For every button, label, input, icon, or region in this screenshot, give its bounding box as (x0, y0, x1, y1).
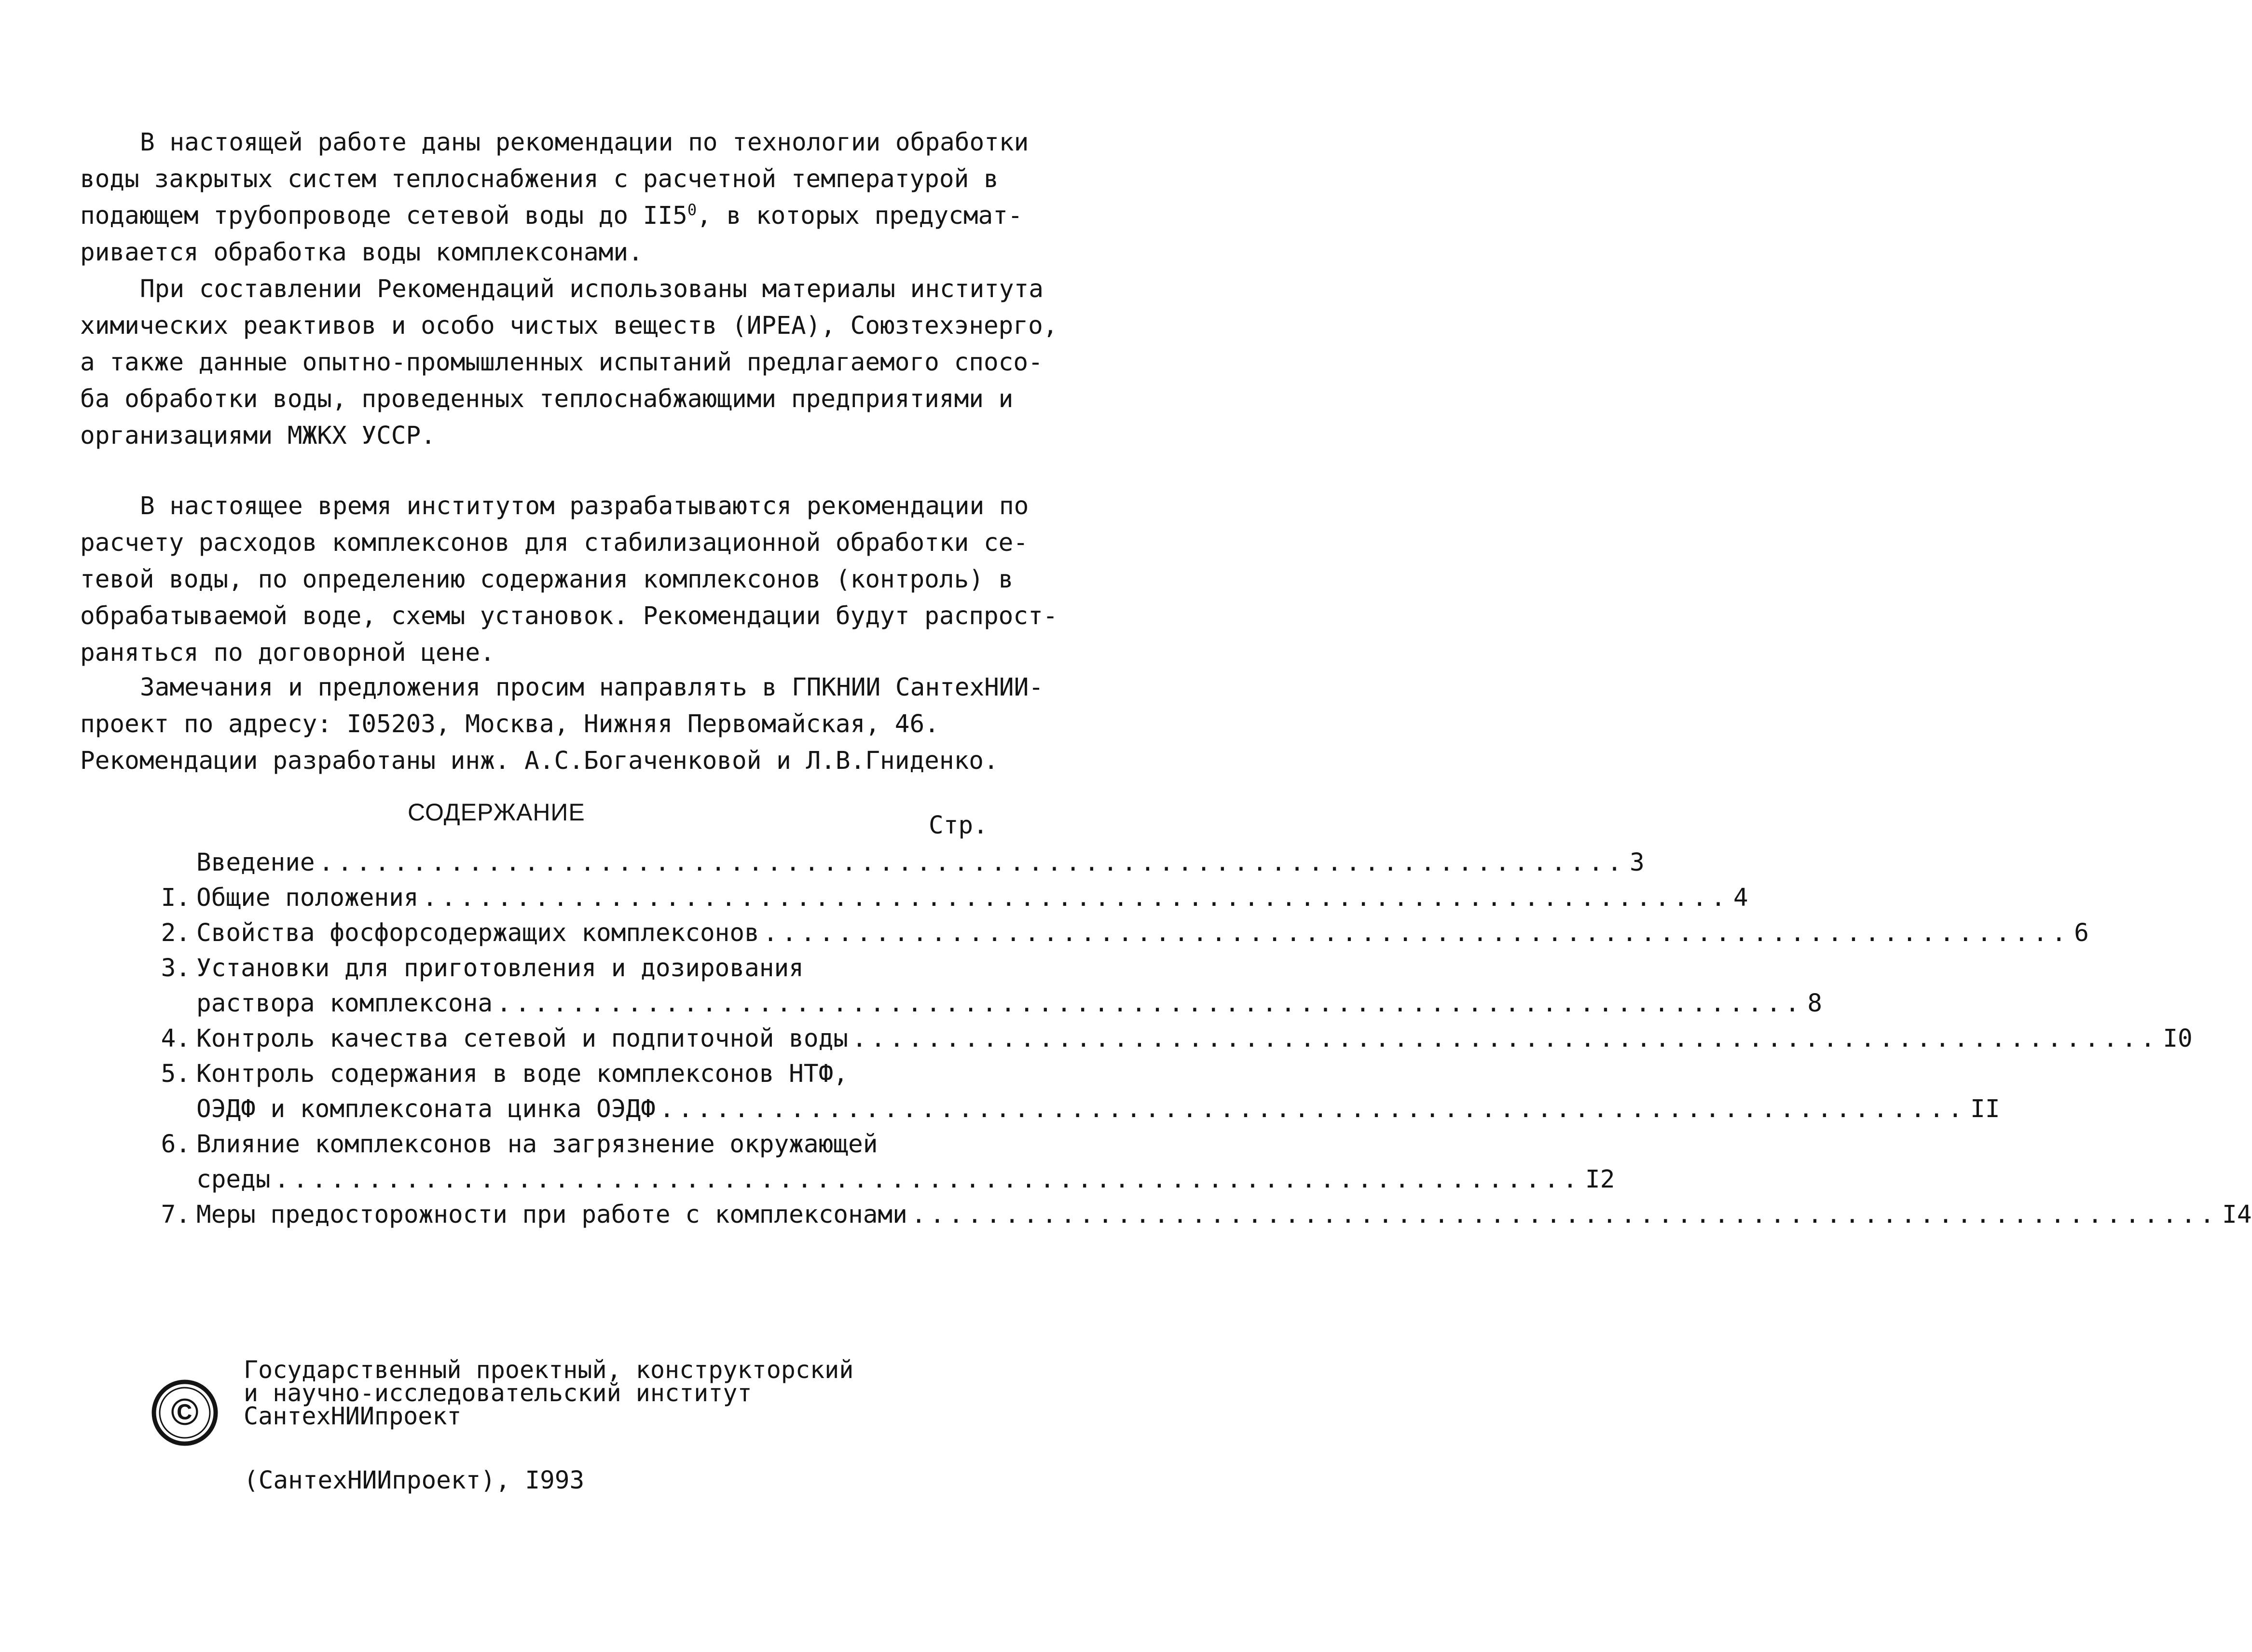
paragraph-sources (80, 271, 1084, 454)
toc-entry (196, 845, 1645, 880)
toc-row-continuation (142, 1092, 2000, 1127)
toc-entry-title: Установки для приготовления и дозирования (196, 954, 804, 983)
paragraph-line: При составлении Рекомендаций использованы материалы института (140, 275, 1044, 303)
copyright-icon (151, 1379, 219, 1447)
organization-short-year: (СантехНИИпроект), I993 (244, 1466, 585, 1495)
toc-entry-page: 3 (1629, 848, 1645, 877)
toc-entry-number: 7. (161, 1201, 191, 1229)
toc-entry-title-continued: ОЭДФ и комплексоната цинка ОЭДФ (196, 1095, 656, 1123)
toc-row-continuation (142, 986, 1823, 1021)
toc-entry (196, 1092, 2000, 1127)
toc-row (142, 1021, 2193, 1056)
toc-leader-dots: ...................................................................... (659, 1095, 1967, 1123)
toc-row-intro (142, 845, 1645, 880)
toc-entry (196, 986, 1823, 1021)
organization-line: СантехНИИпроект (244, 1402, 462, 1430)
toc-entry-page: 4 (1733, 884, 1748, 912)
toc-leader-dots: ...................................................................... (318, 848, 1626, 877)
paragraph-line: химических реактивов и особо чистых веществ (ИРЕА), Союзтехэнерго, (80, 312, 1058, 340)
paragraph-line: ривается обработка воды комплексонами. (80, 238, 643, 267)
toc-entry-title-continued: среды (196, 1165, 271, 1194)
organization-name (244, 1358, 853, 1428)
toc-entry-page: 6 (2074, 919, 2089, 947)
paragraph-development (80, 488, 1084, 671)
paragraph-line: раняться по договорной цене. (80, 639, 495, 667)
toc-entry (196, 1197, 2252, 1232)
toc-entry-title: Влияние комплексонов на загрязнение окружающей (196, 1130, 878, 1159)
paragraph-line: тевой воды, по определению содержания комплексонов (контроль) в (80, 565, 1014, 594)
toc-title: СОДЕРЖАНИЕ (408, 799, 585, 826)
degree-superscript: 0 (687, 201, 697, 219)
toc-entry (196, 1162, 1615, 1197)
toc-row (142, 880, 1748, 915)
toc-page-header: Стр. (929, 811, 988, 840)
toc-entry-title: Контроль качества сетевой и подпиточной воды (196, 1024, 849, 1053)
paragraph-line-tail: , в которых предусмат- (697, 202, 1023, 230)
paragraph-line: расчету расходов комплексонов для стабилизационной обработки се- (80, 529, 1029, 557)
toc-entry-number: 5. (161, 1060, 191, 1088)
toc-leader-dots: ...................................................................... (763, 919, 2071, 947)
copyright-symbol: © (171, 1391, 199, 1433)
toc-leader-dots: ...................................................................... (911, 1201, 2219, 1229)
paragraph-line-text: подающем трубопроводе сетевой воды до II5 (80, 202, 687, 230)
toc-entry-page: I4 (2222, 1201, 2252, 1229)
paragraph-contacts (80, 669, 1084, 779)
toc-entry-title: Меры предосторожности при работе с комплексонами (196, 1201, 907, 1229)
toc-entry-title: Введение (196, 848, 315, 877)
paragraph-line: а также данные опытно-промышленных испытаний предлагаемого спосо- (80, 348, 1043, 377)
paragraph-line: ба обработки воды, проведенных теплоснабжающими предприятиями и (80, 385, 1014, 413)
toc-entry-title: Общие положения (196, 884, 419, 912)
toc-leader-dots: ...................................................................... (422, 884, 1730, 912)
toc-entry (196, 880, 1748, 915)
toc-entry (196, 915, 2089, 951)
toc-entry-title: Контроль содержания в воде комплексонов НТФ, (196, 1060, 849, 1088)
toc-leader-dots: ...................................................................... (496, 989, 1804, 1018)
toc-entry-title-continued: раствора комплексона (196, 989, 493, 1018)
toc-leader-dots: ...................................................................... (274, 1165, 1581, 1194)
toc-entry-title: Свойства фосфорсодержащих комплексонов (196, 919, 759, 947)
toc-entry-number: 3. (161, 954, 191, 983)
toc-entry-number: 2. (161, 919, 191, 947)
toc-row-continuation (142, 1162, 1615, 1197)
toc-row (142, 1056, 1011, 1092)
paragraph-line: Замечания и предложения просим направлять в ГПКНИИ СантехНИИ- (140, 673, 1044, 702)
toc-entry-number: 6. (161, 1130, 191, 1159)
paragraph-line: Рекомендации разработаны инж. А.С.Богаченковой и Л.В.Гниденко. (80, 747, 999, 775)
toc-entry-number: I. (161, 884, 191, 912)
paragraph-line: В настоящее время институтом разрабатываются рекомендации по (140, 492, 1029, 520)
organization-line: и научно-исследовательский институт (244, 1379, 752, 1407)
organization-line: Государственный проектный, конструкторский (244, 1356, 854, 1384)
toc-leader-dots: ...................................................................... (852, 1024, 2159, 1053)
paragraph-line: обрабатываемой воде, схемы установок. Рекомендации будут распрост- (80, 602, 1058, 630)
paragraph-intro (80, 124, 1084, 271)
toc-row (142, 951, 1011, 986)
toc-entry-page: II (1970, 1095, 2000, 1123)
paragraph-line: воды закрытых систем теплоснабжения с расчетной температурой в (80, 165, 999, 193)
toc-row (142, 1197, 2252, 1232)
paragraph-line: В настоящей работе даны рекомендации по технологии обработки (140, 128, 1029, 157)
toc-entry-page: 8 (1807, 989, 1823, 1018)
toc-row (142, 915, 2089, 951)
table-of-contents (142, 845, 2252, 1232)
toc-entry-page: I0 (2163, 1024, 2193, 1053)
paragraph-line: проект по адресу: I05203, Москва, Нижняя Первомайская, 46. (80, 710, 939, 738)
toc-entry-page: I2 (1585, 1165, 1615, 1194)
toc-entry-number: 4. (161, 1024, 191, 1053)
paragraph-line: организациями МЖКХ УССР. (80, 422, 436, 450)
paragraph-line-with-superscript (80, 198, 1084, 234)
toc-entry (196, 1021, 2193, 1056)
toc-row (142, 1127, 1011, 1162)
